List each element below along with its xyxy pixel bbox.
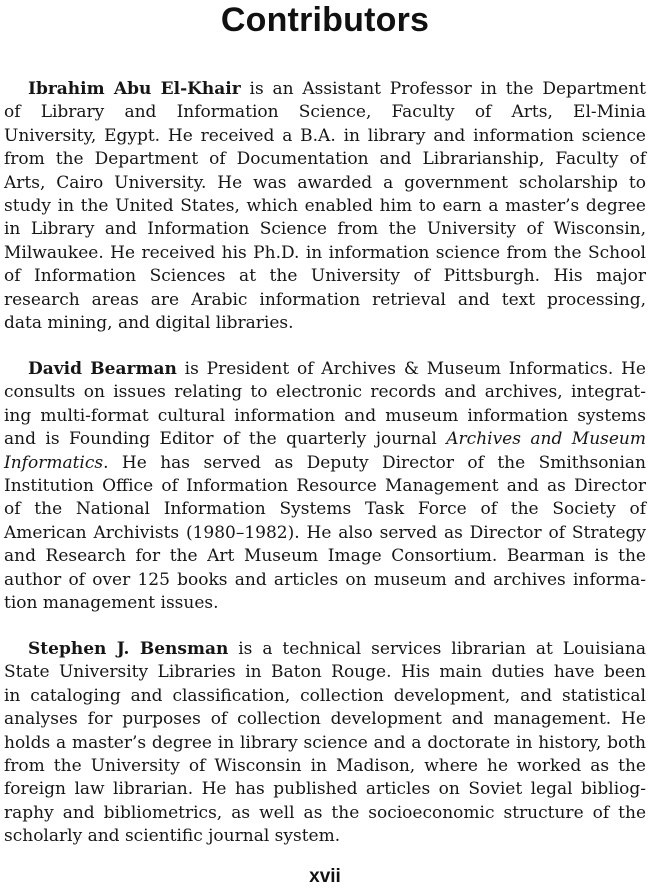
contributor-entry — [4, 638, 646, 849]
journal-title: Archives and Museum — [446, 429, 646, 450]
bio-line: of Library and Information Science, Faculty of Arts, El-Minia — [4, 102, 646, 123]
bio-line: ing multi-format cultural information and museum information systems — [4, 405, 646, 426]
bio-line: in Library and Information Science from the University of Wisconsin, — [4, 219, 646, 240]
bio-text: . He has served as Deputy Director of the Smithsonian — [103, 452, 646, 473]
bio-line: research areas are Arabic information retrieval and text processing, — [4, 289, 646, 310]
contributor-name: David Bearman — [28, 359, 177, 379]
bio-line: State University Libraries in Baton Rouge. His main duties have been — [4, 662, 646, 683]
bio-line — [4, 358, 646, 381]
bio-line: and Research for the Art Museum Image Consortium. Bearman is the — [4, 546, 646, 567]
bio-text: is President of Archives & Museum Informatics. He — [176, 359, 646, 379]
bio-line: University, Egypt. He received a B.A. in library and information science — [4, 125, 646, 146]
bio-line — [4, 78, 646, 101]
bio-line: author of over 125 books and articles on museum and archives informa- — [4, 569, 646, 590]
bio-line: foreign law librarian. He has published articles on Soviet legal bibliog- — [4, 779, 646, 800]
bio-line: in cataloging and classification, collection development, and statistical — [4, 685, 646, 706]
bio-line: of the National Information Systems Task Force of the Society of — [4, 499, 646, 520]
bio-line: consults on issues relating to electronic records and archives, integrat- — [4, 382, 646, 403]
bio-line: data mining, and digital libraries. — [4, 312, 294, 333]
bio-line: of Information Sciences at the University of Pittsburgh. His major — [4, 266, 646, 287]
bio-line: study in the United States, which enabled him to earn a master’s degree — [4, 195, 646, 216]
bio-line: scholarly and scientific journal system. — [4, 826, 341, 847]
contributor-name: Ibrahim Abu El-Khair — [28, 79, 241, 99]
journal-title: Informatics — [4, 452, 104, 473]
bio-line: holds a master’s degree in library science and a doctorate in history, both — [4, 732, 646, 753]
bio-line: American Archivists (1980–1982). He also served as Director of Strategy — [4, 522, 646, 543]
bio-line: analyses for purposes of collection development and management. He — [4, 709, 646, 730]
bio-line: Institution Office of Information Resource Management and as Director — [4, 475, 646, 496]
bio-text: is a technical services librarian at Louisiana — [228, 639, 646, 659]
page-title: Contributors — [220, 1, 430, 39]
bio-line: tion management issues. — [4, 592, 219, 613]
bio-line: Milwaukee. He received his Ph.D. in information science from the School — [4, 242, 646, 263]
contributor-name: Stephen J. Bensman — [28, 639, 229, 659]
bio-text: is an Assistant Professor in the Department — [240, 79, 646, 99]
contributor-entry — [4, 78, 646, 335]
bio-line: from the University of Wisconsin in Madison, where he worked as the — [4, 755, 646, 776]
bio-line — [4, 428, 646, 451]
bio-line — [4, 638, 646, 661]
bio-line — [4, 452, 646, 475]
page-number: xvii — [309, 866, 341, 887]
bio-line: raphy and bibliometrics, as well as the socioeconomic structure of the — [4, 802, 646, 823]
bio-line: from the Department of Documentation and Librarianship, Faculty of — [4, 149, 646, 170]
bio-text: and is Founding Editor of the quarterly journal — [4, 429, 447, 450]
bio-line: Arts, Cairo University. He was awarded a government scholarship to — [4, 172, 646, 193]
contributor-entry — [4, 358, 646, 615]
